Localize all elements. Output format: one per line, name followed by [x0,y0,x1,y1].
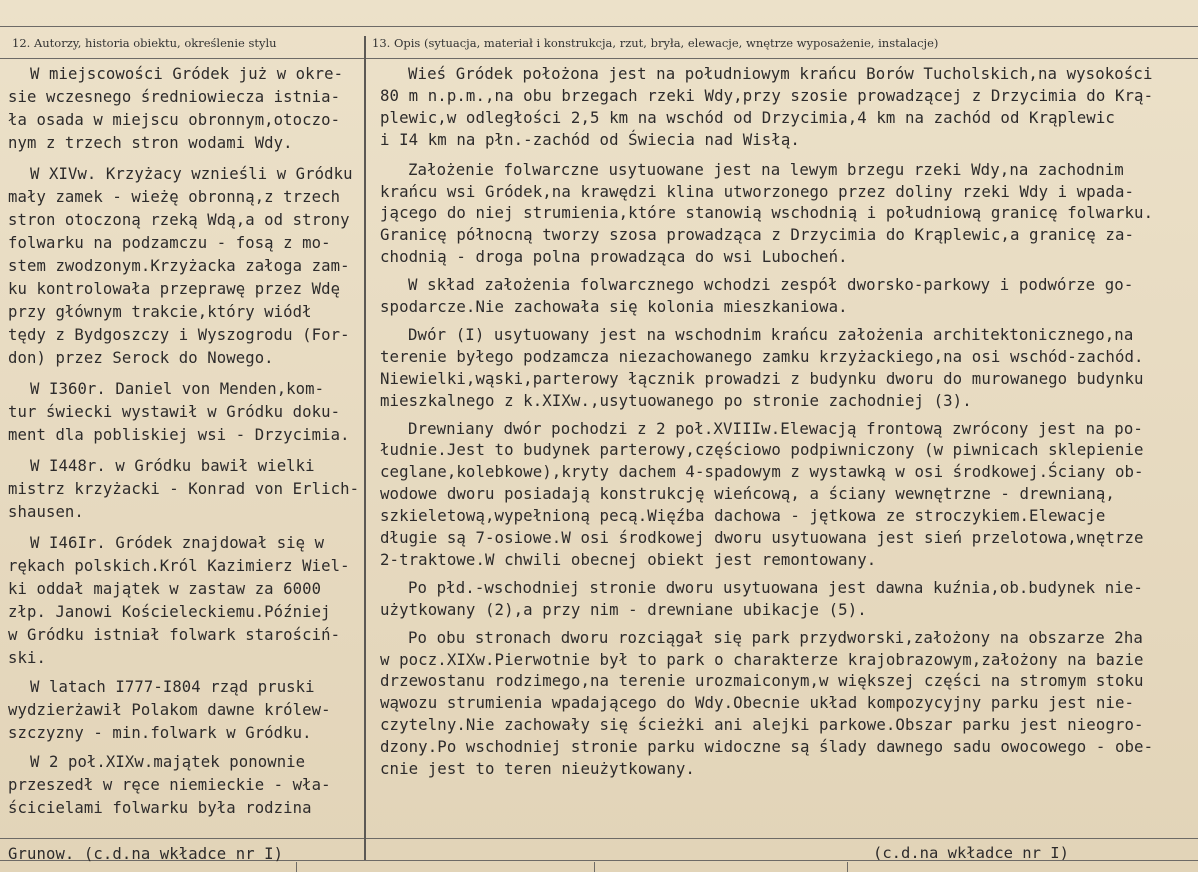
history-line: W latach I777-I804 rząd pruski [30,678,315,696]
history-line: rękach polskich.Król Kazimierz Wiel- [8,557,350,575]
description-line: Założenie folwarczne usytuowane jest na lewym brzegu rzeki Wdy,na zachodnim [408,159,1124,179]
history-line: shausen. [8,503,84,521]
description-line: długie są 7-osiowe.W osi środkowej dworu usytuowana jest sień przelotowa,wnętrze [380,528,1144,547]
description-line: 2-traktowe.W chwili obecnej obiekt jest remontowany. [380,549,877,569]
history-line: ment dla pobliskiej wsi - Drzycimia. [8,426,350,444]
description-line: czytelny.Nie zachowały się ścieżki ani alejki parkowe.Obszar parku jest nieogro- [380,715,1144,735]
history-line: szczyzny - min.folwark w Gródku. [8,724,312,742]
history-line: przeszedł w ręce niemieckie - wła- [8,776,331,794]
description-line: 80 m n.p.m.,na obu brzegach rzeki Wdy,przy szosie prowadzącej z Drzycimia do Krą- [380,85,1154,105]
description-line: szkieletową,wypełnioną pecą.Więźba dachowa - jętkowa ze stroczykiem.Elewacje [380,506,1106,526]
description-line: Wieś Gródek położona jest na południowym krańcu Borów Tucholskich,na wysokości [408,64,1153,83]
history-line: don) przez Serock do Nowego. [8,349,274,367]
history-line: stem zwodzonym.Krzyżacka załoga zam- [8,257,350,275]
history-line: ścicielami folwarku była rodzina [8,799,312,817]
history-line: mistrz krzyżacki - Konrad von Erlich- [8,480,360,498]
column-divider [364,36,366,860]
history-line: W I448r. w Gródku bawił wielki [30,457,315,475]
description-line: Drewniany dwór pochodzi z 2 poł.XVIIIw.Elewacją frontową zwrócony jest na po- [408,418,1143,438]
form-tick [847,862,848,872]
history-line: ki oddał majątek w zastaw za 6000 [8,580,322,598]
history-line: sie wczesnego średniowiecza istnia- [8,88,341,106]
description-line: terenie byłego podzamcza niezachowanego zamku krzyżackiego,na osi wschód-zachód. [380,346,1144,366]
description-line: wodowe dworu posiadają konstrukcję wieńcową, a ściany wewnętrzne - drewnianą, [380,484,1115,504]
bottom-rule [0,838,1198,839]
continuation-note: (c.d.na wkładce nr I) [873,844,1069,862]
history-line: ku kontrolowała przeprawę przez Wdę [8,280,341,298]
description-line: Niewielki,wąski,parterowy łącznik prowadzi z budynku dworu do murowanego budynku [380,368,1144,388]
history-line: W XIVw. Krzyżacy wznieśli w Gródku [30,165,353,183]
description-line: drzewostanu rodzimego,na terenie urozmaiconym,w większej części na stromym stoku [380,671,1144,691]
history-line: W 2 poł.XIXw.majątek ponownie [30,753,306,771]
history-line: nym z trzech stron wodami Wdy. [8,134,293,152]
description-line: mieszkalnego z k.XIXw.,usytuowanego po stronie zachodniej (3). [380,390,972,410]
header-rule [0,58,1198,59]
history-line: W I360r. Daniel von Menden,kom- [30,380,325,398]
description-line: Granicę północną tworzy szosa prowadząca z Drzycimia do Krąplewic,a granicę za- [380,225,1135,245]
description-line: łudnie.Jest to budynek parterowy,częściowo podpiwniczony (w piwnicach sklepienie [380,440,1144,460]
description-line: plewic,w odległości 2,5 km na wschód od Drzycimia,4 km na zachód od Krąplewic [380,107,1115,127]
history-line: ski. [8,649,46,667]
description-line: wąwozu strumienia wpadającego do Wdy.Obecnie układ kompozycyjny parku jest nie- [380,693,1135,713]
history-line: Grunow. (c.d.na wkładce nr I) [8,845,284,863]
description-line: krańcu wsi Gródek,na krawędzi klina utworzonego przez doliny rzeki Wdy i wpada- [380,181,1135,201]
history-line: tędy z Bydgoszczy i Wyszogrodu (For- [8,326,350,344]
top-rule [0,26,1198,27]
history-line: wydzierżawił Polakom dawne królew- [8,701,331,719]
description-line: i I4 km na płn.-zachód od Świecia nad Wisłą. [380,129,800,149]
description-line: Po obu stronach dworu rozciągał się park przydworski,założony na obszarze 2ha [408,627,1143,647]
history-line: złp. Janowi Kościeleckiemu.Później [8,603,331,621]
history-line: ła osada w miejscu obronnym,otoczo- [8,111,341,129]
description-line: Po płd.-wschodniej stronie dworu usytuowana jest dawna kuźnia,ob.budynek nie- [408,577,1143,597]
history-line: mały zamek - wieżę obronną,z trzech [8,188,341,206]
history-line: folwarku na podzamczu - fosą z mo- [8,234,331,252]
form-tick [594,862,595,872]
description-line: cnie jest to teren nieużytkowany. [380,759,695,778]
description-line: ceglane,kolebkowe),kryty dachem 4-spadowym z wystawką w osi środkowej.Ściany ob- [380,462,1144,482]
description-line: Dwór (I) usytuowany jest na wschodnim krańcu założenia architektonicznego,na [408,324,1134,344]
right-column-header: 13. Opis (sytuacja, materiał i konstrukcja, rzut, bryła, elewacje, wnętrze wyposażenie, instalacje) [372,36,939,50]
history-line: w Gródku istniał folwark starościń- [8,626,341,644]
history-line: W miejscowości Gródek już w okre- [30,65,344,83]
left-column-header: 12. Autorzy, historia obiektu, określenie stylu [12,36,277,50]
form-tick [296,862,297,872]
description-line: spodarcze.Nie zachowała się kolonia mieszkaniowa. [380,297,848,316]
description-line: W skład założenia folwarcznego wchodzi zespół dworsko-parkowy i podwórze go- [408,275,1134,295]
description-line: w pocz.XIXw.Pierwotnie był to park o charakterze krajobrazowym,założony na bazie [380,649,1144,669]
description-line: jącego do niej strumienia,które stanowią wschodnią i południową granicę folwarku. [380,203,1154,223]
history-line: przy głównym trakcie,który wiódł [8,303,312,321]
description-line: użytkowany (2),a przy nim - drewniane ubikacje (5). [380,599,867,619]
history-line: W I46Ir. Gródek znajdował się w [30,534,325,552]
history-line: stron otoczoną rzeką Wdą,a od strony [8,211,350,229]
description-line: dzony.Po wschodniej stronie parku widoczne są ślady dawnego sadu owocowego - obe- [380,737,1154,757]
description-line: chodnią - droga polna prowadząca do wsi Lubocheń. [380,247,848,267]
history-line: tur świecki wystawił w Gródku doku- [8,403,341,421]
